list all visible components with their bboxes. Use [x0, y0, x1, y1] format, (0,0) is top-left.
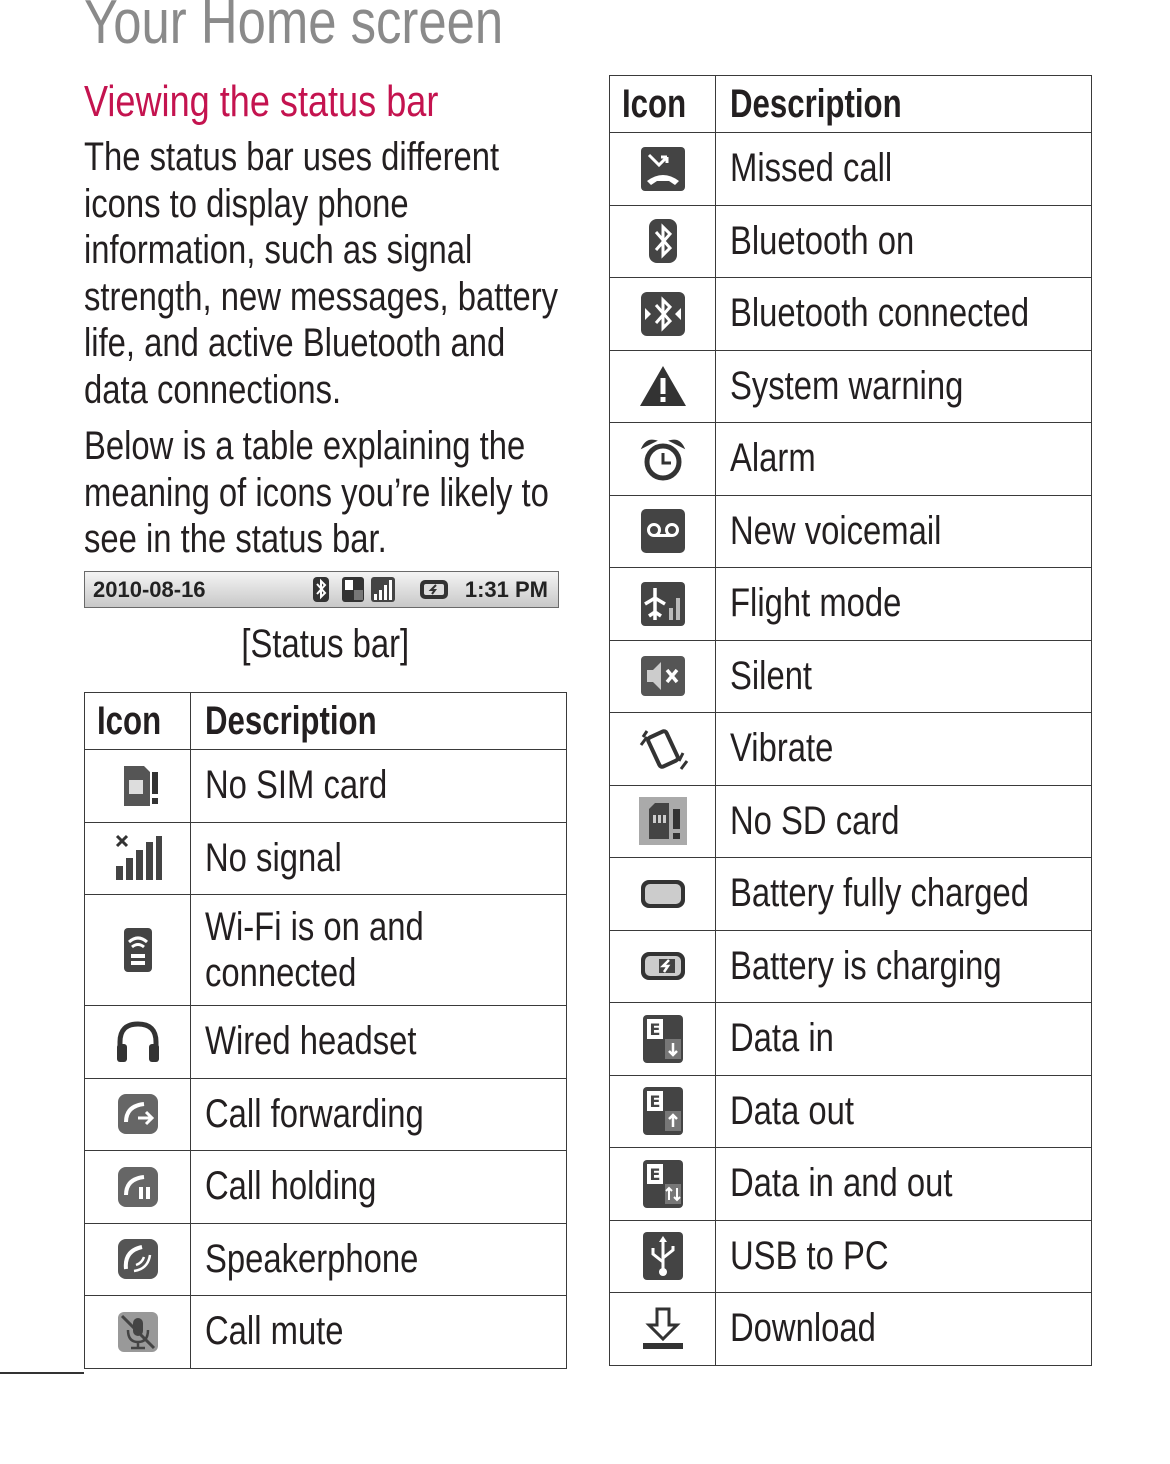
table-row [85, 1296, 567, 1369]
table-row [85, 750, 567, 823]
no-sim-card-icon [112, 760, 164, 812]
headset-icon [112, 1016, 164, 1068]
data-in-out-icon [637, 1158, 689, 1210]
description-cell: Battery is charging [716, 930, 1092, 1003]
status-bar-time: 1:31 PM [464, 577, 548, 602]
table-row [610, 423, 1092, 496]
signal-icon [370, 576, 396, 603]
description-cell: USB to PC [716, 1220, 1092, 1293]
description-column-header: Description [716, 76, 1092, 133]
svg-text:E: E [649, 1164, 660, 1184]
section-heading: Viewing the status bar [84, 77, 439, 126]
description-cell: No SIM card [191, 750, 567, 823]
missed-call-icon [637, 143, 689, 195]
icon-table-left [84, 692, 567, 1369]
alarm-icon [637, 433, 689, 485]
table-header-row [85, 693, 567, 750]
silent-icon [637, 650, 689, 702]
table-row [85, 895, 567, 1006]
table-row [85, 1151, 567, 1224]
voicemail-icon [637, 505, 689, 557]
description-cell: Missed call [716, 133, 1092, 206]
description-cell: Battery fully charged [716, 858, 1092, 931]
description-cell: Flight mode [716, 568, 1092, 641]
description-cell: Data out [716, 1075, 1092, 1148]
call-mute-icon [112, 1306, 164, 1358]
table-row [610, 930, 1092, 1003]
table-row [610, 785, 1092, 858]
table-row [610, 858, 1092, 931]
table-row [610, 278, 1092, 351]
status-bar-date: 2010-08-16 [93, 577, 206, 602]
description-cell: System warning [716, 350, 1092, 423]
description-cell: New voicemail [716, 495, 1092, 568]
download-icon [637, 1303, 689, 1355]
table-row [85, 1078, 567, 1151]
speakerphone-icon [112, 1233, 164, 1285]
battery-full-icon [637, 868, 689, 920]
data-out-icon [637, 1085, 689, 1137]
no-sd-card-icon [637, 795, 689, 847]
description-cell: No signal [191, 822, 567, 895]
icon-column-header: Icon [610, 76, 716, 133]
description-cell: Download [716, 1293, 1092, 1366]
table-row [610, 1003, 1092, 1076]
description-cell: Wired headset [191, 1006, 567, 1079]
table-row [610, 1148, 1092, 1221]
table-row [610, 568, 1092, 641]
intro-paragraph: The status bar uses different icons to display phone information, such as signal strength, new messages, battery life, and active Bluetooth and data connections. [84, 135, 559, 412]
flight-mode-icon [637, 578, 689, 630]
table-row [85, 1006, 567, 1079]
table-row [85, 822, 567, 895]
table-row [610, 1220, 1092, 1293]
description-cell: Call mute [191, 1296, 567, 1369]
svg-text:E: E [649, 1092, 660, 1112]
table-row [610, 1293, 1092, 1366]
call-forwarding-icon [112, 1088, 164, 1140]
description-cell: Alarm [716, 423, 1092, 496]
bluetooth-icon [308, 576, 334, 603]
table-row [610, 1075, 1092, 1148]
description-cell: Call holding [191, 1151, 567, 1224]
table-intro-paragraph: Below is a table explaining the meaning of icons you’re likely to see in the status bar. [84, 424, 549, 561]
table-row [610, 133, 1092, 206]
description-cell: Data in and out [716, 1148, 1092, 1221]
bluetooth-on-icon [637, 215, 689, 267]
svg-text:E: E [649, 1019, 660, 1039]
table-row [610, 640, 1092, 713]
battery-charging-icon [637, 940, 689, 992]
vibrate-icon [637, 723, 689, 775]
warning-icon [637, 360, 689, 412]
wifi-icon [112, 924, 164, 976]
description-cell: Wi-Fi is on and connected [191, 895, 567, 1006]
description-cell: Bluetooth connected [716, 278, 1092, 351]
description-cell: Data in [716, 1003, 1092, 1076]
description-cell: Speakerphone [191, 1223, 567, 1296]
battery-charging-icon [419, 576, 451, 603]
page-title: Your Home screen [84, 0, 504, 57]
description-cell: Vibrate [716, 713, 1092, 786]
call-holding-icon [112, 1161, 164, 1213]
status-bar-caption: [Status bar] [241, 622, 409, 666]
description-cell: Silent [716, 640, 1092, 713]
usb-icon [637, 1230, 689, 1282]
description-cell: No SD card [716, 785, 1092, 858]
page-footer-rule [0, 1372, 84, 1374]
icon-table-right [609, 75, 1092, 1366]
table-row [610, 205, 1092, 278]
description-column-header: Description [191, 693, 567, 750]
description-cell: Call forwarding [191, 1078, 567, 1151]
description-cell: Bluetooth on [716, 205, 1092, 278]
table-row [610, 713, 1092, 786]
table-row [85, 1223, 567, 1296]
status-bar-image [84, 571, 559, 608]
no-signal-icon [112, 832, 164, 884]
table-row [610, 350, 1092, 423]
icon-column-header: Icon [85, 693, 191, 750]
bluetooth-connected-icon [637, 288, 689, 340]
table-header-row [610, 76, 1092, 133]
data-icon [341, 576, 367, 603]
data-in-icon [637, 1013, 689, 1065]
table-row [610, 495, 1092, 568]
